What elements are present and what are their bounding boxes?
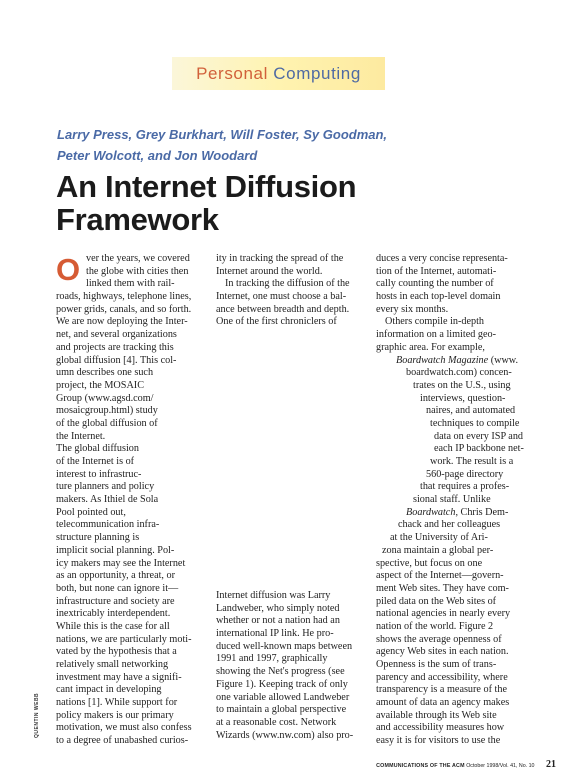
- body-column-1: [56, 253, 206, 748]
- text-line: project, the MOSAIC: [56, 379, 144, 391]
- text-line: relatively small networking: [56, 659, 169, 670]
- text-line: implicit social planning. Pol-: [56, 544, 175, 556]
- text-line: sional staff. Unlike: [413, 494, 491, 506]
- text-line: cally counting the number of: [376, 278, 494, 290]
- text-line: showing the Net's progress (see: [216, 666, 345, 678]
- text-line: zona maintain a global per-: [382, 544, 494, 556]
- text-line: duces a very concise representa-: [376, 253, 508, 264]
- body-column-3: [376, 253, 526, 748]
- text-line: mosaicgroup.html) study: [56, 405, 158, 417]
- text-line: Openness is the sum of trans-: [376, 659, 497, 670]
- text-line: One of the first chroniclers of: [216, 316, 337, 328]
- text-line: graphic area. For example,: [376, 341, 485, 353]
- text-line: ment Web sites. They have com-: [376, 582, 509, 594]
- drop-cap: O: [56, 252, 81, 287]
- text-line: infrastructure and society are: [56, 595, 175, 607]
- text-line: cant impact in developing: [56, 684, 162, 696]
- text-line: the globe with cities then: [86, 265, 189, 277]
- text-line: aspect of the Internet—govern-: [376, 570, 504, 582]
- illustration-credit: QUENTIN WEBB: [34, 692, 40, 738]
- text-line: international IP link. He pro-: [216, 628, 334, 640]
- department-word-personal: Personal: [196, 64, 268, 83]
- text-line: interest to infrastruc-: [56, 468, 142, 480]
- text-line: the Internet.: [56, 430, 106, 442]
- text-line: of the global diffusion of: [56, 417, 158, 429]
- text-line: vated by the hypothesis that a: [56, 646, 177, 658]
- text-line: shows the average openness of: [376, 633, 502, 645]
- text-line: one variable allowed Landweber: [216, 691, 350, 703]
- text-line: transparency is a measure of the: [376, 684, 507, 696]
- text-line: that requires a profes-: [420, 481, 510, 493]
- text-line: global diffusion [4]. This col-: [56, 354, 177, 366]
- article-title: [56, 170, 476, 236]
- text-line: Boardwatch, Chris Dem-: [406, 506, 509, 518]
- text-line: roads, highways, telephone lines,: [56, 291, 192, 303]
- author-byline: [57, 124, 417, 166]
- author-line-1: Larry Press, Grey Burkhart, Will Foster, Sy Goodman,: [57, 127, 388, 142]
- text-line: national agencies in nearly every: [376, 608, 511, 620]
- department-banner: [172, 57, 385, 90]
- footer-journal: COMMUNICATIONS OF THE ACM: [376, 763, 465, 769]
- text-line: Landweber, who simply noted: [216, 602, 340, 614]
- title-line-1: An Internet Diffusion: [56, 169, 357, 204]
- text-line: motivation, we must also confess: [56, 722, 192, 734]
- text-line: 1991 and 1997, graphically: [216, 653, 328, 665]
- author-line-2: Peter Wolcott, and Jon Woodard: [57, 148, 258, 163]
- text-line: umn describes one such: [56, 367, 154, 379]
- text-line: icy makers may see the Internet: [56, 557, 186, 569]
- page-number: 21: [546, 759, 556, 770]
- text-line: work. The result is a: [430, 456, 514, 467]
- text-line: Figure 1). Keeping track of only: [216, 678, 348, 690]
- text-line: Wizards (www.nw.com) also pro-: [216, 729, 354, 741]
- text-line: and projects are tracking this: [56, 341, 174, 353]
- text-line: ity in tracking the spread of the: [216, 253, 344, 264]
- text-line: each IP backbone net-: [434, 443, 524, 455]
- title-line-2: Framework: [56, 202, 219, 237]
- text-line: ture planners and policy: [56, 481, 155, 493]
- text-line: trates on the U.S., using: [413, 379, 511, 391]
- text-line: net, and several organizations: [56, 329, 177, 341]
- department-word-computing: Computing: [273, 64, 361, 83]
- text-line: hosts in each top-level domain: [376, 291, 501, 303]
- text-line: Internet, one must choose a bal-: [216, 291, 347, 303]
- text-line: both, but none can ignore it—: [56, 582, 179, 594]
- text-line: at a reasonable cost. Network: [216, 716, 337, 728]
- text-line: Internet diffusion was Larry: [216, 590, 331, 601]
- text-line: interviews, question-: [420, 392, 506, 404]
- text-line: In tracking the diffusion of the: [225, 278, 350, 290]
- text-line: linked them with rail-: [86, 278, 175, 290]
- text-line: nations [1]. While support for: [56, 697, 178, 709]
- text-line: We are now deploying the Inter-: [56, 316, 188, 328]
- text-line: 560-page directory: [426, 468, 504, 480]
- text-line: naires, and automated: [426, 405, 516, 417]
- text-line: techniques to compile: [430, 417, 520, 429]
- text-line: boardwatch.com) concen-: [406, 367, 512, 379]
- body-column-2-top: [216, 253, 366, 329]
- text-line: as an opportunity, a threat, or: [56, 570, 176, 582]
- text-line: to a degree of unabashed curios-: [56, 735, 189, 747]
- text-line: duced well-known maps between: [216, 640, 353, 652]
- text-line: easy it is for visitors to use the: [376, 735, 501, 747]
- text-line: telecommunication infra-: [56, 519, 160, 531]
- text-line: spective, but focus on one: [376, 557, 483, 569]
- body-column-2-bottom: [216, 590, 366, 742]
- text-line: ver the years, we covered: [86, 253, 190, 264]
- text-line: to maintain a global perspective: [216, 704, 347, 716]
- text-line: nation of the world. Figure 2: [376, 620, 494, 632]
- text-line: at the University of Ari-: [390, 532, 488, 544]
- text-line: Internet around the world.: [216, 265, 323, 277]
- text-line: of the Internet is of: [56, 456, 135, 467]
- text-line: every six months.: [376, 303, 449, 315]
- text-line: nations, we are particularly moti-: [56, 633, 192, 645]
- text-line: inextricably interdependent.: [56, 608, 171, 620]
- text-line: parency and accessibility, where: [376, 671, 508, 683]
- text-line: policy makers is our primary: [56, 709, 174, 721]
- text-line: The global diffusion: [56, 443, 139, 455]
- text-line: piled data on the Web sites of: [376, 595, 497, 607]
- text-line: ance between breadth and depth.: [216, 303, 350, 315]
- text-line: power grids, canals, and so forth.: [56, 303, 192, 315]
- text-line: Pool pointed out,: [56, 506, 126, 518]
- text-line: data on every ISP and: [434, 430, 524, 442]
- text-line: structure planning is: [56, 532, 140, 544]
- text-line: Others compile in-depth: [385, 316, 485, 328]
- text-line: While this is the case for all: [56, 620, 170, 632]
- text-line: whether or not a nation had an: [216, 615, 340, 627]
- text-line: Boardwatch Magazine (www.: [396, 354, 519, 366]
- text-line: tion of the Internet, automati-: [376, 265, 497, 277]
- text-line: amount of data an agency makes: [376, 697, 510, 709]
- text-line: chack and her colleagues: [398, 519, 501, 531]
- text-line: information on a limited geo-: [376, 329, 496, 341]
- footer-issue: October 1998/Vol. 41, No. 10: [466, 763, 535, 769]
- text-line: Group (www.agsd.com/: [56, 392, 154, 404]
- text-line: agency Web sites in each nation.: [376, 646, 509, 658]
- text-line: and accessibility measures how: [376, 722, 505, 734]
- text-line: makers. As Ithiel de Sola: [56, 494, 159, 506]
- page-footer: [376, 759, 556, 770]
- text-line: investment may have a signifi-: [56, 671, 182, 683]
- department-label: [172, 64, 385, 84]
- text-line: available through its Web site: [376, 709, 497, 721]
